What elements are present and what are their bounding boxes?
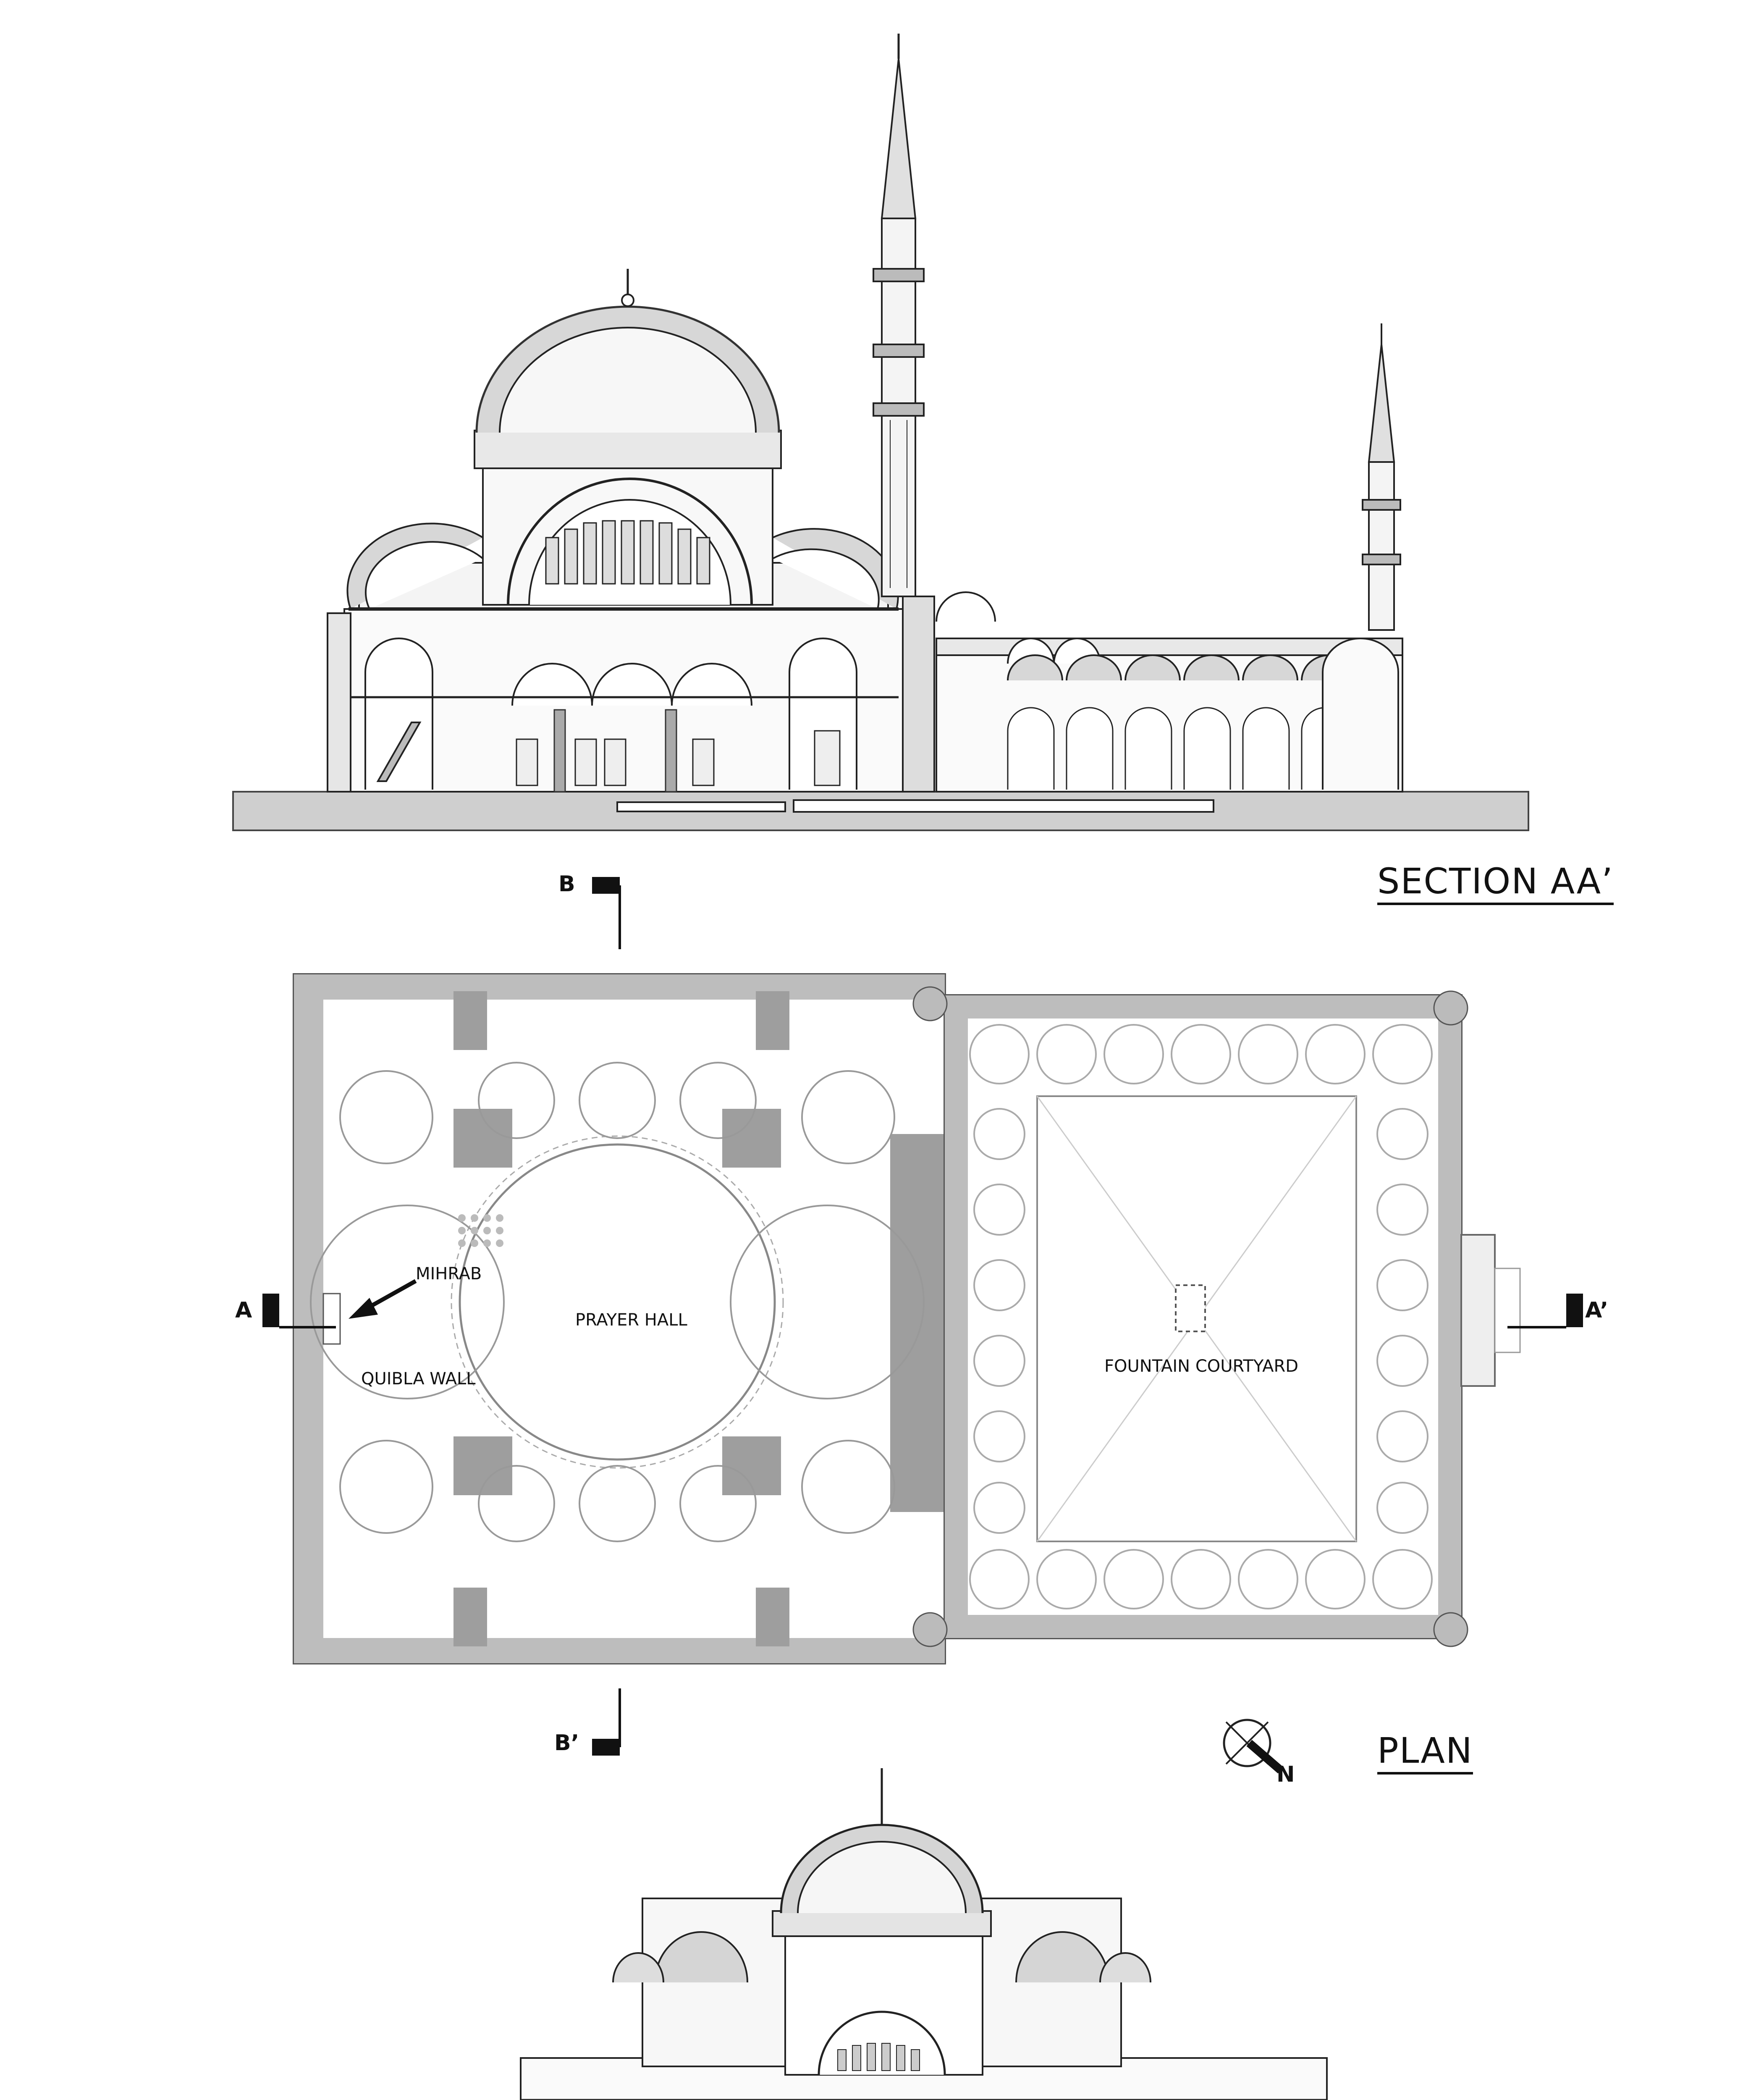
section-cut-marker-b-prime (592, 1688, 620, 1756)
section-aa-title: SECTION AA’ (1377, 861, 1614, 905)
section-cut-marker-b (592, 877, 620, 949)
prayer-hall-label: PRAYER HALL (575, 1310, 687, 1330)
north-label: N (1276, 1762, 1295, 1787)
section-aa-drawing (233, 34, 1528, 830)
section-mark-a: A (235, 1298, 252, 1323)
plan-drawing (294, 974, 1520, 1663)
mihrab-label: MIHRAB (416, 1264, 482, 1284)
section-bb-drawing (59, 1768, 1596, 2100)
plan-title: PLAN (1377, 1730, 1473, 1774)
fountain-courtyard-label: FOUNTAIN COURTYARD (1104, 1357, 1299, 1376)
section-mark-a-prime: A’ (1585, 1298, 1609, 1323)
quibla-wall-label: QUIBLA WALL (361, 1369, 476, 1389)
north-arrow-icon (1224, 1720, 1281, 1770)
section-mark-b-prime: B’ (554, 1730, 579, 1756)
section-mark-b: B (558, 872, 575, 897)
